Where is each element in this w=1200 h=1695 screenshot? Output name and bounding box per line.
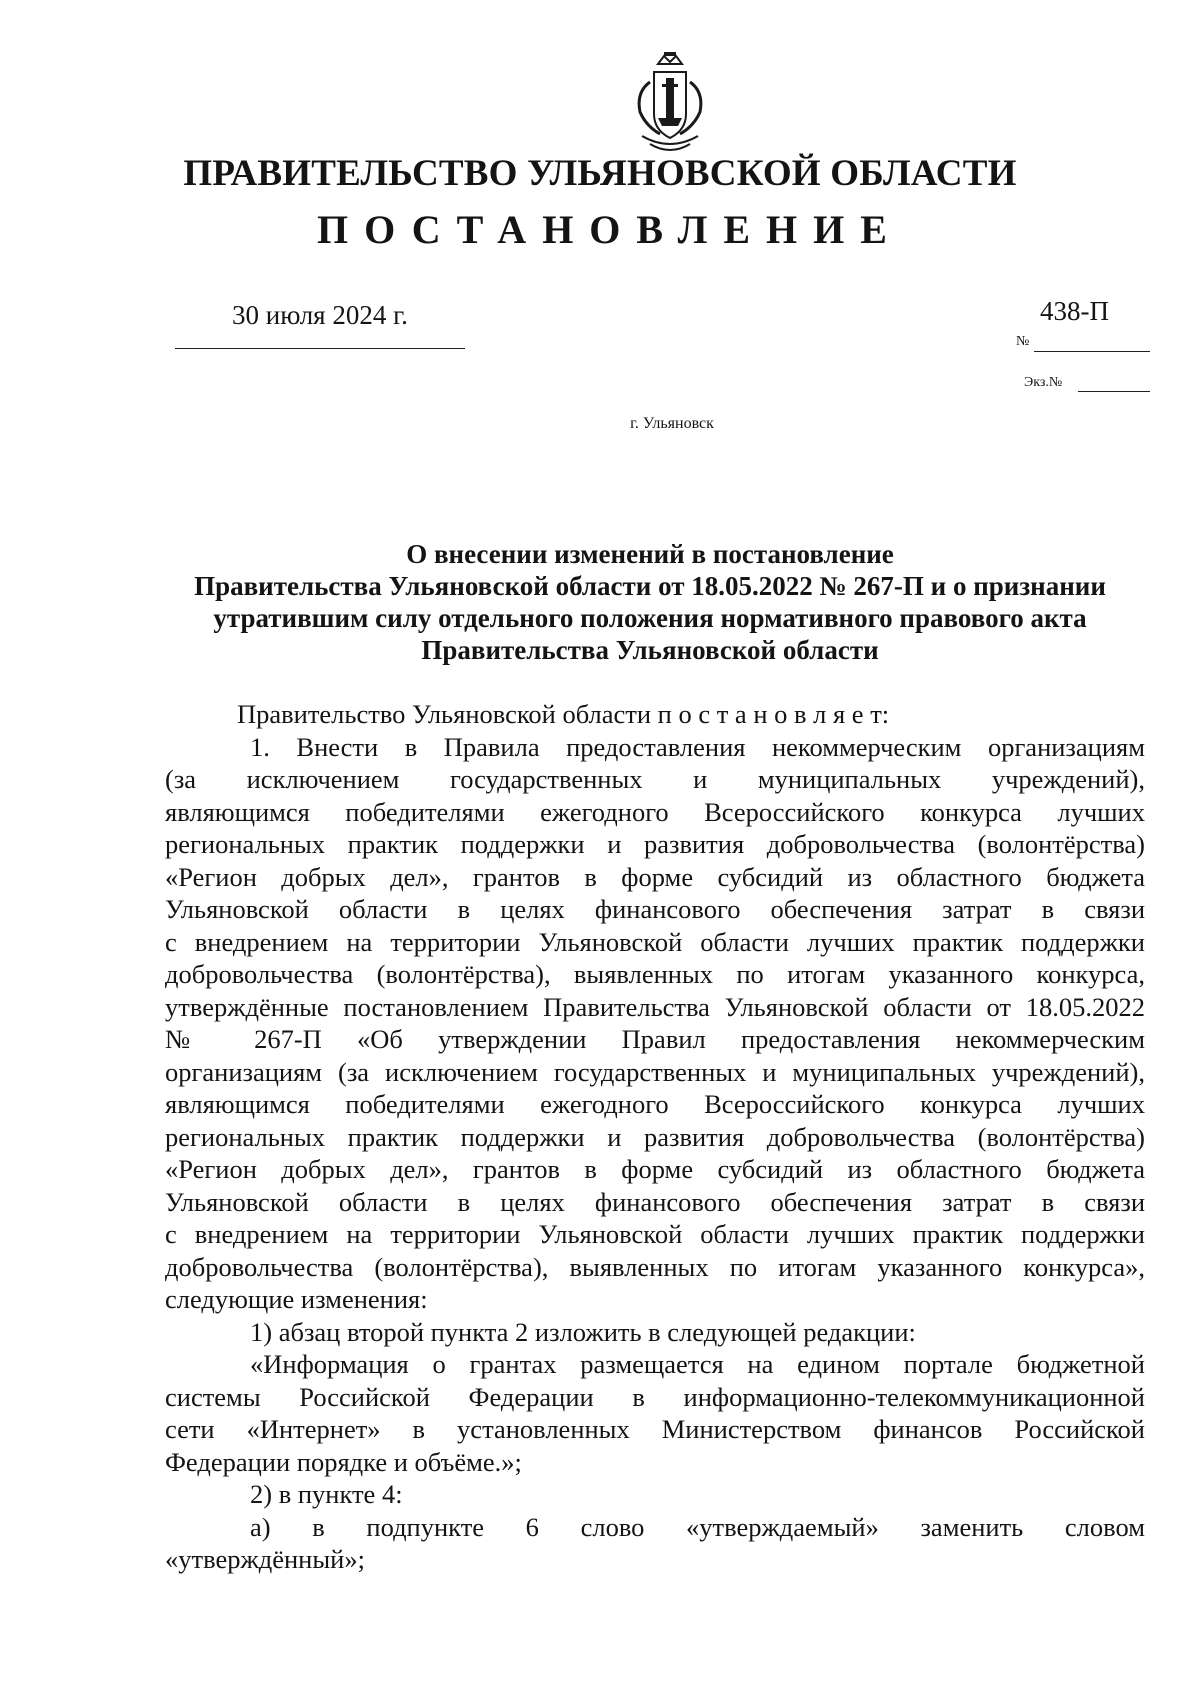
body-line: а) в подпункте 6 слово «утверждаемый» заменить словом [250, 1511, 1145, 1542]
body-line: «Регион добрых дел», грантов в форме субсидий из областного бюджета [165, 1154, 1145, 1184]
body-line: «Информация о грантах размещается на едином портале бюджетной [250, 1349, 1145, 1379]
body-line: с внедрением на территории Ульяновской области лучших практик поддержки [165, 926, 1145, 957]
subject-line: Правительства Ульяновской области [421, 635, 879, 665]
body-line: 2) в пункте 4: [250, 1479, 403, 1509]
body-line: организациям (за исключением государственных и муниципальных учреждений), [165, 1056, 1145, 1087]
number-label: № [1016, 334, 1030, 349]
subject-line: Правительства Ульяновской области от 18.05.2022 № 267-П и о признании [194, 571, 1106, 601]
body-line: Ульяновской области в целях финансового обеспечения затрат в связи [165, 1186, 1145, 1217]
body-line: региональных практик поддержки и развития добровольчества (волонтёрства) [165, 829, 1145, 859]
document-type-title: ПОСТАНОВЛЕНИЕ [317, 207, 903, 252]
body-line: утверждённые постановлением Правительства Ульяновской области от 18.05.2022 [165, 991, 1145, 1022]
body-line: 1) абзац второй пункта 2 изложить в следующей редакции: [250, 1316, 916, 1347]
subject-line: утратившим силу отдельного положения нормативного правового акта [213, 603, 1087, 633]
body-line: Ульяновской области в целях финансового обеспечения затрат в связи [165, 894, 1145, 924]
body-line: «утверждённый»; [165, 1544, 365, 1574]
body-line: являющимся победителями ежегодного Всероссийского конкурса лучших [165, 796, 1145, 827]
document-subject [150, 538, 1150, 666]
subject-line: О внесении изменений в постановление [406, 539, 894, 569]
document-number: 438-П [1040, 296, 1109, 326]
copy-number-label: Экз.№ [1024, 375, 1063, 390]
body-line: добровольчества (волонтёрства), выявленных по итогам указанного конкурса», [165, 1251, 1145, 1282]
body-line: системы Российской Федерации в информационно-телекоммуникационной [165, 1381, 1145, 1412]
document-body [165, 698, 1145, 1576]
body-line: являющимся победителями ежегодного Всероссийского конкурса лучших [165, 1089, 1145, 1119]
body-line: № 267-П «Об утверждении Правил предоставления некоммерческим [165, 1024, 1145, 1054]
number-underline [1034, 351, 1150, 352]
body-line: региональных практик поддержки и развития добровольчества (волонтёрства) [165, 1121, 1145, 1152]
body-line: «Регион добрых дел», грантов в форме субсидий из областного бюджета [165, 861, 1145, 892]
copy-number-underline [1078, 391, 1150, 392]
body-line: 1. Внести в Правила предоставления некоммерческим организациям [250, 731, 1145, 762]
body-line: (за исключением государственных и муниципальных учреждений), [165, 764, 1145, 794]
city-name: г. Ульяновск [630, 415, 714, 432]
government-title: ПРАВИТЕЛЬСТВО УЛЬЯНОВСКОЙ ОБЛАСТИ [183, 153, 1017, 194]
body-line: Правительство Ульяновской области п о с т а н о в л я е т: [237, 699, 890, 729]
body-line: сети «Интернет» в установленных Министерством финансов Российской [165, 1414, 1145, 1444]
document-date: 30 июля 2024 г. [232, 300, 408, 330]
body-line: с внедрением на территории Ульяновской области лучших практик поддержки [165, 1219, 1145, 1249]
body-line: следующие изменения: [165, 1284, 428, 1314]
date-underline [175, 348, 465, 349]
body-line: добровольчества (волонтёрства), выявленных по итогам указанного конкурса, [165, 959, 1145, 989]
body-line: Федерации порядке и объёме.»; [165, 1446, 522, 1477]
coat-of-arms-icon [620, 52, 720, 158]
